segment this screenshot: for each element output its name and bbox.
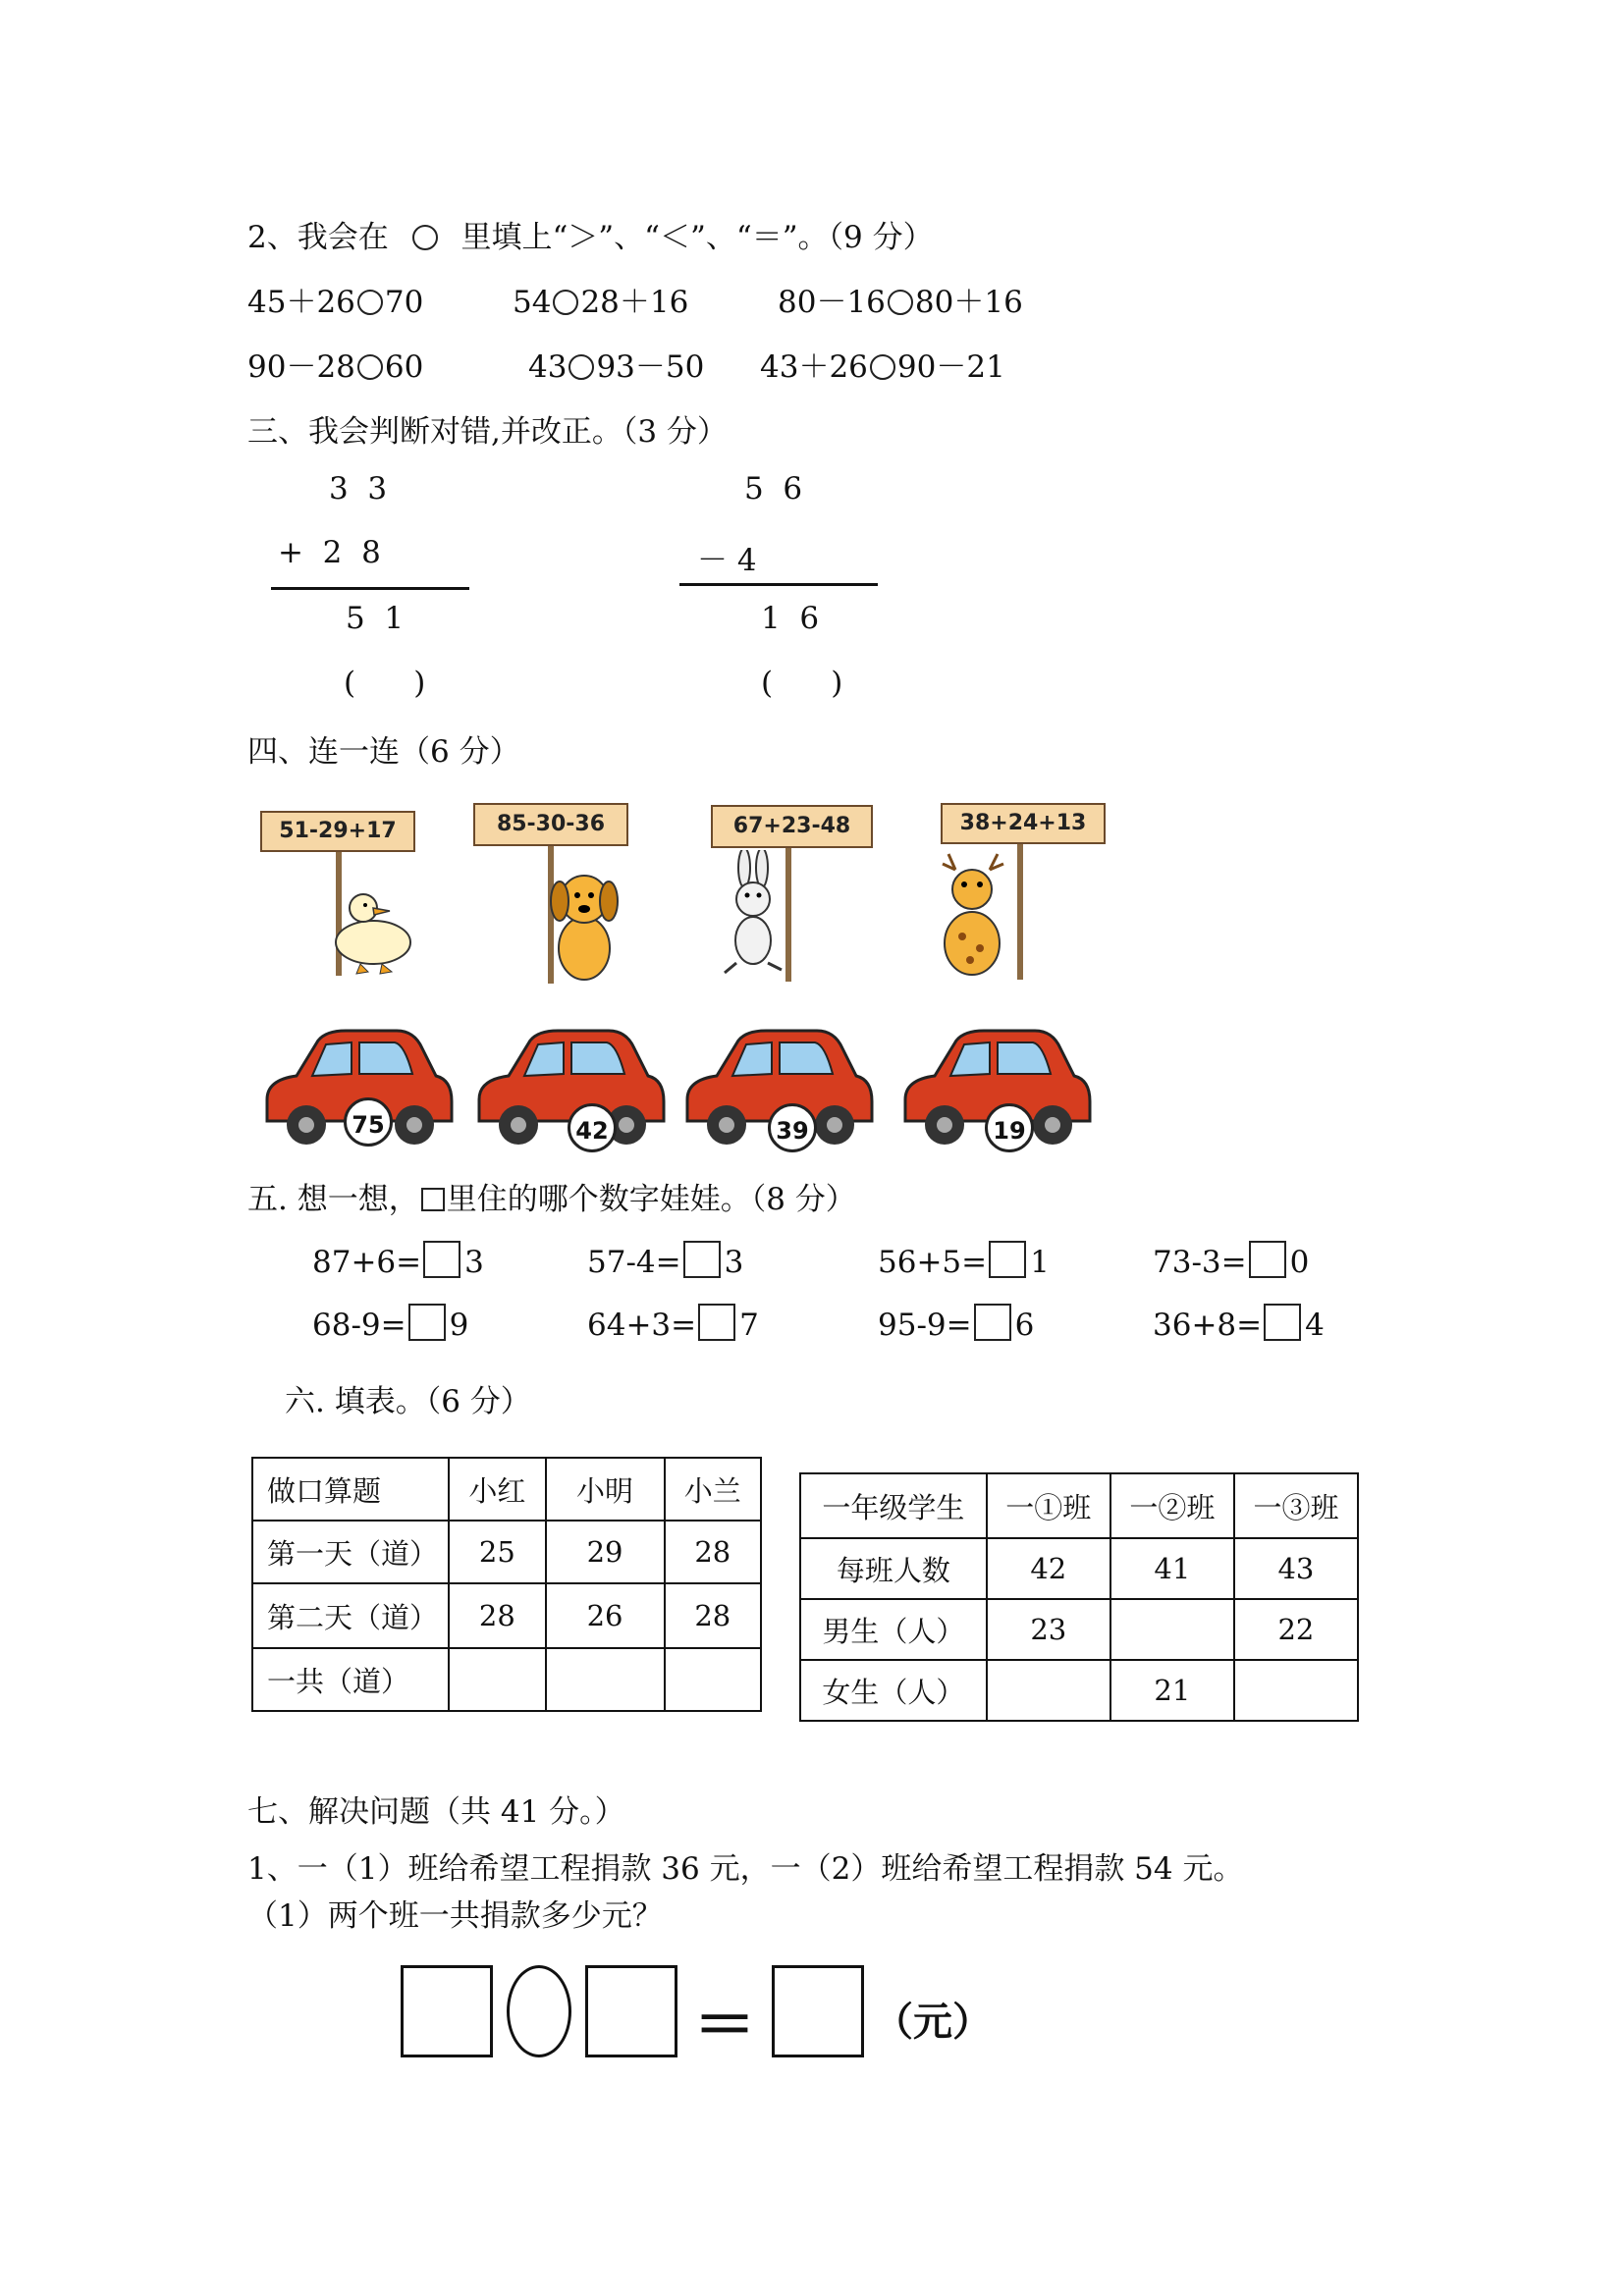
table-row (252, 1583, 761, 1648)
table-cell: 第一天（道） (252, 1521, 449, 1583)
answer-box[interactable] (989, 1241, 1026, 1278)
vertical-calc-left-top: 3 3 (329, 471, 388, 507)
table-cell: 第二天（道） (252, 1583, 449, 1648)
q5-title: 五. 想一想， 里住的哪个数字娃娃。（8 分） (247, 1182, 856, 1217)
compare-item[interactable]: 43＋26 90－21 (760, 349, 1005, 385)
rabbit-icon (705, 850, 803, 978)
table-cell: 26 (546, 1583, 665, 1648)
vertical-calc-left-mid: + 2 8 (278, 535, 381, 570)
table-cell: 28 (665, 1583, 761, 1648)
car-number: 75 (344, 1097, 393, 1147)
q6-title: 六. 填表。（6 分） (285, 1384, 531, 1419)
compare-item[interactable]: 80－16 80＋16 (778, 285, 1023, 320)
table-row (800, 1599, 1358, 1660)
circle-blank[interactable] (357, 290, 383, 315)
table-cell: 28 (665, 1521, 761, 1583)
answer-box[interactable] (1249, 1241, 1286, 1278)
table-cell: 29 (546, 1521, 665, 1583)
answer-box[interactable] (401, 1965, 493, 2057)
answer-cell[interactable] (1234, 1660, 1358, 1721)
table-cell: 28 (449, 1583, 545, 1648)
car-number: 42 (568, 1103, 617, 1152)
deer-icon (921, 850, 1029, 980)
calc-line-left (271, 587, 469, 590)
fill-item[interactable]: 73-3= 0 (1153, 1241, 1309, 1280)
table-header-cell: 小明 (546, 1458, 665, 1521)
answer-box[interactable] (585, 1965, 677, 2057)
sign-board: 38+24+13 (941, 803, 1106, 844)
table-header-cell: 一①班 (987, 1473, 1110, 1538)
sign-board: 85-30-36 (473, 803, 628, 846)
table-cell: 42 (987, 1538, 1110, 1599)
table-cell: 21 (1110, 1660, 1234, 1721)
circle-icon (412, 225, 438, 250)
duck-icon (319, 874, 427, 977)
compare-item[interactable]: 43 93－50 (528, 349, 705, 385)
table-cell: 43 (1234, 1538, 1358, 1599)
answer-cell[interactable] (546, 1648, 665, 1711)
table-cell: 女生（人） (800, 1660, 987, 1721)
sign-board: 51-29+17 (260, 811, 415, 852)
compare-item[interactable]: 90－28 60 (247, 349, 424, 385)
vertical-calc-left-result: 5 1 (346, 601, 405, 636)
circle-blank[interactable] (888, 290, 913, 315)
car-number: 39 (768, 1103, 817, 1152)
q4-title: 四、连一连（6 分） (247, 734, 520, 770)
q7-problem-1: 1、一（1）班给希望工程捐款 36 元，一（2）班给希望工程捐款 54 元。 (247, 1851, 1244, 1887)
table-students (799, 1472, 1359, 1722)
q3-title: 三、我会判断对错,并改正。（3 分） (247, 414, 728, 450)
circle-blank[interactable] (553, 290, 578, 315)
answer-cell[interactable] (449, 1648, 545, 1711)
answer-cell[interactable] (987, 1660, 1110, 1721)
vertical-calc-right-top: 5 6 (744, 471, 803, 507)
answer-box[interactable] (683, 1241, 721, 1278)
table-row (252, 1458, 761, 1521)
answer-cell[interactable] (665, 1648, 761, 1711)
sign-board: 67+23-48 (711, 805, 873, 848)
circle-blank[interactable] (568, 354, 594, 380)
fill-item[interactable]: 36+8= 4 (1153, 1304, 1325, 1343)
car-number: 19 (985, 1103, 1034, 1152)
table-row (800, 1660, 1358, 1721)
table-header-cell: 一③班 (1234, 1473, 1358, 1538)
fill-item[interactable]: 56+5= 1 (878, 1241, 1050, 1280)
compare-item[interactable]: 45＋26 70 (247, 285, 424, 320)
table-cell: 25 (449, 1521, 545, 1583)
answer-box[interactable] (974, 1304, 1011, 1341)
q2-title: 2、我会在 里填上“＞”、“＜”、“＝”。（9 分） (247, 220, 934, 255)
dog-icon (530, 860, 638, 988)
table-header-cell: 小兰 (665, 1458, 761, 1521)
fill-item[interactable]: 68-9= 9 (312, 1304, 468, 1343)
table-cell: 男生（人） (800, 1599, 987, 1660)
table-cell: 22 (1234, 1599, 1358, 1660)
answer-paren-right[interactable]: ( ) (761, 666, 843, 701)
fill-item[interactable]: 87+6= 3 (312, 1241, 484, 1280)
compare-item[interactable]: 54 28＋16 (513, 285, 689, 320)
table-cell: 41 (1110, 1538, 1234, 1599)
answer-box[interactable] (1264, 1304, 1301, 1341)
answer-box[interactable] (423, 1241, 460, 1278)
answer-paren-left[interactable]: ( ) (344, 666, 426, 701)
answer-cell[interactable] (1110, 1599, 1234, 1660)
equals-sign: ＝ (693, 1990, 756, 2062)
q7-problem-1-sub: （1）两个班一共捐款多少元？ (247, 1898, 663, 1934)
table-row (252, 1521, 761, 1583)
table-header-cell: 小红 (449, 1458, 545, 1521)
calc-line-right (679, 583, 878, 586)
table-cell: 23 (987, 1599, 1110, 1660)
circle-blank[interactable] (870, 354, 895, 380)
table-cell: 一共（道） (252, 1648, 449, 1711)
table-cell: 每班人数 (800, 1538, 987, 1599)
table-header-cell: 做口算题 (252, 1458, 449, 1521)
table-row (800, 1538, 1358, 1599)
table-row (252, 1648, 761, 1711)
table-header-cell: 一②班 (1110, 1473, 1234, 1538)
vertical-calc-right-result: 1 6 (761, 601, 820, 636)
table-header-cell: 一年级学生 (800, 1473, 987, 1538)
answer-box[interactable] (408, 1304, 446, 1341)
operator-circle[interactable] (507, 1965, 571, 2057)
answer-box[interactable] (698, 1304, 735, 1341)
circle-blank[interactable] (357, 354, 383, 380)
fill-item[interactable]: 57-4= 3 (587, 1241, 743, 1280)
table-row (800, 1473, 1358, 1538)
fill-item[interactable]: 64+3= 7 (587, 1304, 759, 1343)
unit-label: （元） (874, 1999, 992, 2045)
table-practice (251, 1457, 762, 1712)
q7-title: 七、解决问题（共 41 分。） (247, 1794, 625, 1830)
answer-box[interactable] (772, 1965, 864, 2057)
fill-item[interactable]: 95-9= 6 (878, 1304, 1034, 1343)
square-icon (421, 1188, 445, 1211)
vertical-calc-right-mid: － 4 (697, 543, 757, 578)
